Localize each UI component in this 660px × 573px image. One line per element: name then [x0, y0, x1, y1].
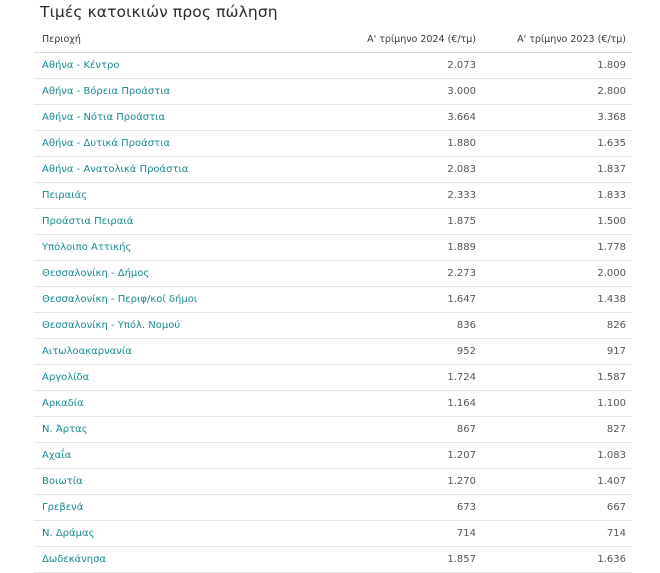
price-q1-2024: 2.333	[292, 183, 482, 209]
price-q1-2024: 1.270	[292, 469, 482, 495]
region-link[interactable]: Αργολίδα	[34, 365, 292, 391]
price-q1-2023: 826	[482, 313, 632, 339]
table-row	[34, 313, 632, 339]
table-row	[34, 209, 632, 235]
price-q1-2024: 1.207	[292, 443, 482, 469]
price-q1-2023: 1.587	[482, 365, 632, 391]
table-row	[34, 53, 632, 79]
column-header-q1-2024[interactable]: Α' τρίμηνο 2024 (€/τμ)	[292, 27, 482, 53]
region-link[interactable]: Θεσσαλονίκη - Υπόλ. Νομού	[34, 313, 292, 339]
price-q1-2023: 1.500	[482, 209, 632, 235]
region-link[interactable]: Ν. Άρτας	[34, 417, 292, 443]
column-header-region[interactable]: Περιοχή	[34, 27, 292, 53]
region-link[interactable]: Πειραιάς	[34, 183, 292, 209]
region-link[interactable]: Αθήνα - Κέντρο	[34, 53, 292, 79]
price-q1-2023: 2.000	[482, 261, 632, 287]
table-row	[34, 131, 632, 157]
region-link[interactable]: Προάστια Πειραιά	[34, 209, 292, 235]
price-q1-2024: 1.889	[292, 235, 482, 261]
price-q1-2023: 1.635	[482, 131, 632, 157]
price-q1-2023: 667	[482, 495, 632, 521]
price-q1-2023: 1.407	[482, 469, 632, 495]
region-link[interactable]: Αιτωλοακαρνανία	[34, 339, 292, 365]
page-title: Τιμές κατοικιών προς πώληση	[40, 3, 278, 21]
region-link[interactable]: Θεσσαλονίκη - Δήμος	[34, 261, 292, 287]
table-row	[34, 339, 632, 365]
table-row	[34, 261, 632, 287]
table-row	[34, 547, 632, 573]
header-row	[34, 27, 632, 53]
table-body	[34, 53, 632, 573]
price-q1-2023: 1.100	[482, 391, 632, 417]
price-q1-2024: 673	[292, 495, 482, 521]
price-q1-2023: 714	[482, 521, 632, 547]
table-header	[34, 27, 632, 53]
region-link[interactable]: Δωδεκάνησα	[34, 547, 292, 573]
price-q1-2024: 3.000	[292, 79, 482, 105]
region-link[interactable]: Αρκαδία	[34, 391, 292, 417]
column-header-q1-2023[interactable]: Α' τρίμηνο 2023 (€/τμ)	[482, 27, 632, 53]
region-link[interactable]: Ν. Δράμας	[34, 521, 292, 547]
price-q1-2023: 1.833	[482, 183, 632, 209]
price-q1-2024: 952	[292, 339, 482, 365]
price-q1-2023: 827	[482, 417, 632, 443]
price-q1-2023: 1.809	[482, 53, 632, 79]
price-q1-2024: 1.164	[292, 391, 482, 417]
region-link[interactable]: Αθήνα - Δυτικά Προάστια	[34, 131, 292, 157]
price-q1-2024: 3.664	[292, 105, 482, 131]
price-q1-2023: 1.438	[482, 287, 632, 313]
price-q1-2024: 2.073	[292, 53, 482, 79]
price-q1-2023: 1.778	[482, 235, 632, 261]
table-row	[34, 183, 632, 209]
region-link[interactable]: Αθήνα - Νότια Προάστια	[34, 105, 292, 131]
table-row	[34, 79, 632, 105]
price-q1-2024: 714	[292, 521, 482, 547]
price-q1-2024: 1.724	[292, 365, 482, 391]
region-link[interactable]: Θεσσαλονίκη - Περιφ/κοί δήμοι	[34, 287, 292, 313]
price-q1-2023: 2.800	[482, 79, 632, 105]
price-q1-2023: 1.083	[482, 443, 632, 469]
table-row	[34, 521, 632, 547]
price-q1-2024: 1.857	[292, 547, 482, 573]
price-q1-2024: 2.083	[292, 157, 482, 183]
price-q1-2024: 1.875	[292, 209, 482, 235]
price-q1-2023: 3.368	[482, 105, 632, 131]
price-q1-2023: 917	[482, 339, 632, 365]
table-row	[34, 365, 632, 391]
price-q1-2024: 1.647	[292, 287, 482, 313]
table-row	[34, 469, 632, 495]
region-link[interactable]: Αθήνα - Ανατολικά Προάστια	[34, 157, 292, 183]
table-row	[34, 287, 632, 313]
table-row	[34, 443, 632, 469]
price-q1-2024: 2.273	[292, 261, 482, 287]
region-link[interactable]: Γρεβενά	[34, 495, 292, 521]
region-link[interactable]: Βοιωτία	[34, 469, 292, 495]
table-row	[34, 105, 632, 131]
table-row	[34, 235, 632, 261]
table-row	[34, 157, 632, 183]
table-row	[34, 417, 632, 443]
prices-table	[34, 27, 632, 573]
price-q1-2023: 1.837	[482, 157, 632, 183]
price-q1-2024: 867	[292, 417, 482, 443]
price-q1-2023: 1.636	[482, 547, 632, 573]
table-row	[34, 495, 632, 521]
region-link[interactable]: Αχαΐα	[34, 443, 292, 469]
table-row	[34, 391, 632, 417]
region-link[interactable]: Αθήνα - Βόρεια Προάστια	[34, 79, 292, 105]
region-link[interactable]: Υπόλοιπο Αττικής	[34, 235, 292, 261]
price-q1-2024: 1.880	[292, 131, 482, 157]
price-q1-2024: 836	[292, 313, 482, 339]
